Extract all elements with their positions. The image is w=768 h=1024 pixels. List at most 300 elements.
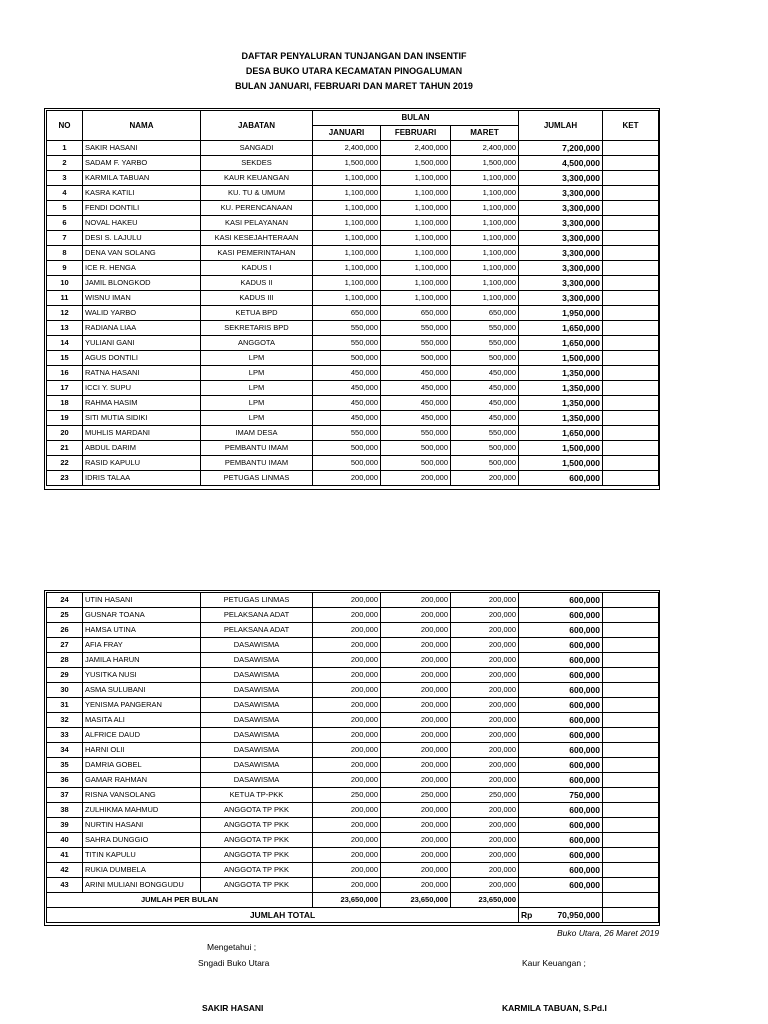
row-nama: MASITA ALI — [83, 713, 201, 728]
row-februari: 200,000 — [381, 668, 451, 683]
row-maret: 1,100,000 — [451, 186, 519, 201]
row-februari: 200,000 — [381, 593, 451, 608]
row-januari: 200,000 — [313, 713, 381, 728]
table-row — [47, 668, 659, 683]
row-jumlah: 1,500,000 — [519, 351, 603, 366]
row-jabatan: DASAWISMA — [201, 638, 313, 653]
row-februari: 1,100,000 — [381, 216, 451, 231]
row-nama: RADIANA LIAA — [83, 321, 201, 336]
row-jumlah: 1,350,000 — [519, 396, 603, 411]
monthly-total-label: JUMLAH PER BULAN — [47, 893, 313, 908]
row-no: 33 — [47, 728, 83, 743]
row-februari: 500,000 — [381, 441, 451, 456]
row-januari: 650,000 — [313, 306, 381, 321]
row-no: 17 — [47, 381, 83, 396]
grand-total-amount: 70,950,000 — [557, 910, 600, 920]
monthly-total-februari: 23,650,000 — [381, 893, 451, 908]
row-februari: 450,000 — [381, 396, 451, 411]
row-maret: 200,000 — [451, 728, 519, 743]
row-januari: 200,000 — [313, 608, 381, 623]
row-januari: 550,000 — [313, 321, 381, 336]
row-no: 39 — [47, 818, 83, 833]
row-ket — [603, 186, 659, 201]
row-nama: RATNA HASANI — [83, 366, 201, 381]
row-jabatan: SEKDES — [201, 156, 313, 171]
row-maret: 500,000 — [451, 351, 519, 366]
row-no: 24 — [47, 593, 83, 608]
row-jumlah: 1,500,000 — [519, 441, 603, 456]
row-januari: 200,000 — [313, 848, 381, 863]
row-no: 25 — [47, 608, 83, 623]
row-ket — [603, 366, 659, 381]
row-jumlah: 600,000 — [519, 848, 603, 863]
row-jabatan: KETUA BPD — [201, 306, 313, 321]
row-jabatan: SANGADI — [201, 141, 313, 156]
row-januari: 1,100,000 — [313, 291, 381, 306]
row-ket — [603, 758, 659, 773]
row-no: 12 — [47, 306, 83, 321]
table-row — [47, 321, 659, 336]
row-no: 43 — [47, 878, 83, 893]
table-row — [47, 698, 659, 713]
row-januari: 200,000 — [313, 638, 381, 653]
row-nama: RISNA VANSOLANG — [83, 788, 201, 803]
monthly-total-ket-cell — [603, 893, 659, 908]
row-nama: ABDUL DARIM — [83, 441, 201, 456]
row-maret: 200,000 — [451, 668, 519, 683]
row-no: 21 — [47, 441, 83, 456]
row-maret: 1,100,000 — [451, 276, 519, 291]
row-jabatan: LPM — [201, 411, 313, 426]
kaur-keuangan-name: KARMILA TABUAN, S.Pd.I — [502, 1003, 607, 1013]
row-januari: 200,000 — [313, 683, 381, 698]
row-maret: 450,000 — [451, 396, 519, 411]
row-ket — [603, 818, 659, 833]
row-februari: 550,000 — [381, 321, 451, 336]
row-maret: 500,000 — [451, 456, 519, 471]
row-januari: 200,000 — [313, 593, 381, 608]
row-februari: 200,000 — [381, 773, 451, 788]
header-bulan: BULAN — [313, 111, 519, 126]
row-ket — [603, 698, 659, 713]
row-jabatan: KADUS III — [201, 291, 313, 306]
monthly-total-maret: 23,650,000 — [451, 893, 519, 908]
table-row — [47, 156, 659, 171]
row-jabatan: ANGGOTA TP PKK — [201, 803, 313, 818]
row-nama: SADAM F. YARBO — [83, 156, 201, 171]
kaur-keuangan-title: Kaur Keuangan ; — [522, 958, 586, 968]
table-row — [47, 396, 659, 411]
table-row — [47, 878, 659, 893]
row-jabatan: LPM — [201, 351, 313, 366]
row-ket — [603, 638, 659, 653]
row-maret: 1,100,000 — [451, 291, 519, 306]
row-maret: 200,000 — [451, 878, 519, 893]
row-jabatan: ANGGOTA TP PKK — [201, 833, 313, 848]
row-no: 37 — [47, 788, 83, 803]
row-no: 3 — [47, 171, 83, 186]
table-row — [47, 231, 659, 246]
row-januari: 1,100,000 — [313, 201, 381, 216]
row-maret: 200,000 — [451, 743, 519, 758]
row-no: 23 — [47, 471, 83, 486]
row-jabatan: ANGGOTA TP PKK — [201, 878, 313, 893]
header-februari: FEBRUARI — [381, 126, 451, 141]
row-jabatan: LPM — [201, 381, 313, 396]
table-row — [47, 456, 659, 471]
row-jabatan: DASAWISMA — [201, 743, 313, 758]
row-februari: 500,000 — [381, 351, 451, 366]
row-jabatan: PELAKSANA ADAT — [201, 623, 313, 638]
row-nama: YUSITKA NUSI — [83, 668, 201, 683]
row-februari: 200,000 — [381, 758, 451, 773]
table-body-part2 — [47, 593, 659, 893]
row-nama: WALID YARBO — [83, 306, 201, 321]
row-februari: 1,100,000 — [381, 186, 451, 201]
table-row — [47, 291, 659, 306]
grand-total-label: JUMLAH TOTAL — [47, 908, 519, 923]
row-februari: 1,500,000 — [381, 156, 451, 171]
row-nama: KASRA KATILI — [83, 186, 201, 201]
row-jumlah: 1,650,000 — [519, 321, 603, 336]
row-jabatan: KASI PELAYANAN — [201, 216, 313, 231]
row-ket — [603, 351, 659, 366]
row-jabatan: ANGGOTA TP PKK — [201, 818, 313, 833]
row-februari: 450,000 — [381, 366, 451, 381]
row-no: 15 — [47, 351, 83, 366]
row-ket — [603, 471, 659, 486]
row-maret: 500,000 — [451, 441, 519, 456]
row-no: 35 — [47, 758, 83, 773]
table-row — [47, 803, 659, 818]
row-maret: 550,000 — [451, 426, 519, 441]
row-nama: YULIANI GANI — [83, 336, 201, 351]
table-row — [47, 141, 659, 156]
row-ket — [603, 456, 659, 471]
table-row — [47, 336, 659, 351]
grand-total-ket-cell — [603, 908, 659, 923]
row-januari: 200,000 — [313, 623, 381, 638]
table-row — [47, 426, 659, 441]
row-ket — [603, 788, 659, 803]
header-maret: MARET — [451, 126, 519, 141]
row-maret: 1,100,000 — [451, 201, 519, 216]
row-nama: JAMIL BLONGKOD — [83, 276, 201, 291]
row-februari: 200,000 — [381, 833, 451, 848]
row-no: 19 — [47, 411, 83, 426]
row-maret: 650,000 — [451, 306, 519, 321]
row-nama: KARMILA TABUAN — [83, 171, 201, 186]
row-maret: 1,100,000 — [451, 231, 519, 246]
allowance-table-part2 — [46, 592, 659, 923]
row-maret: 200,000 — [451, 758, 519, 773]
row-jumlah: 3,300,000 — [519, 186, 603, 201]
row-nama: DAMRIA GOBEL — [83, 758, 201, 773]
grand-total-row — [47, 908, 659, 923]
row-ket — [603, 411, 659, 426]
row-januari: 550,000 — [313, 336, 381, 351]
table-row — [47, 638, 659, 653]
row-nama: DESI S. LAJULU — [83, 231, 201, 246]
row-nama: IDRIS TALAA — [83, 471, 201, 486]
table-row — [47, 201, 659, 216]
row-nama: MUHLIS MARDANI — [83, 426, 201, 441]
row-maret: 200,000 — [451, 713, 519, 728]
row-jabatan: PETUGAS LINMAS — [201, 471, 313, 486]
table-row — [47, 186, 659, 201]
row-nama: DENA VAN SOLANG — [83, 246, 201, 261]
row-jabatan: KASI PEMERINTAHAN — [201, 246, 313, 261]
row-no: 41 — [47, 848, 83, 863]
header-januari: JANUARI — [313, 126, 381, 141]
currency-label: Rp — [521, 910, 533, 920]
row-maret: 200,000 — [451, 471, 519, 486]
row-jumlah: 1,650,000 — [519, 336, 603, 351]
row-nama: AFIA FRAY — [83, 638, 201, 653]
row-no: 38 — [47, 803, 83, 818]
row-januari: 200,000 — [313, 863, 381, 878]
row-no: 16 — [47, 366, 83, 381]
row-no: 40 — [47, 833, 83, 848]
row-ket — [603, 863, 659, 878]
row-januari: 550,000 — [313, 426, 381, 441]
row-maret: 550,000 — [451, 321, 519, 336]
row-no: 4 — [47, 186, 83, 201]
row-jumlah: 1,350,000 — [519, 411, 603, 426]
row-nama: SAKIR HASANI — [83, 141, 201, 156]
row-ket — [603, 156, 659, 171]
row-januari: 200,000 — [313, 803, 381, 818]
allowance-table-part1 — [46, 110, 659, 486]
table-row — [47, 608, 659, 623]
row-nama: TITIN KAPULU — [83, 848, 201, 863]
row-no: 20 — [47, 426, 83, 441]
row-jabatan: LPM — [201, 366, 313, 381]
row-jabatan: ANGGOTA TP PKK — [201, 848, 313, 863]
row-maret: 450,000 — [451, 366, 519, 381]
monthly-total-jumlah-cell — [519, 893, 603, 908]
header-nama: NAMA — [83, 111, 201, 141]
row-no: 18 — [47, 396, 83, 411]
row-ket — [603, 441, 659, 456]
row-jumlah: 600,000 — [519, 713, 603, 728]
row-januari: 500,000 — [313, 441, 381, 456]
row-ket — [603, 141, 659, 156]
row-nama: FENDI DONTILI — [83, 201, 201, 216]
row-nama: ASMA SULUBANI — [83, 683, 201, 698]
row-jumlah: 1,350,000 — [519, 366, 603, 381]
table-row — [47, 171, 659, 186]
mengetahui-label: Mengetahui ; — [207, 942, 257, 952]
row-nama: RASID KAPULU — [83, 456, 201, 471]
row-februari: 200,000 — [381, 623, 451, 638]
row-ket — [603, 878, 659, 893]
row-jabatan: IMAM DESA — [201, 426, 313, 441]
row-nama: UTIN HASANI — [83, 593, 201, 608]
row-jumlah: 3,300,000 — [519, 171, 603, 186]
row-februari: 200,000 — [381, 803, 451, 818]
row-maret: 1,100,000 — [451, 171, 519, 186]
row-maret: 200,000 — [451, 698, 519, 713]
row-jabatan: ANGGOTA — [201, 336, 313, 351]
row-jabatan: KETUA TP-PKK — [201, 788, 313, 803]
row-januari: 200,000 — [313, 758, 381, 773]
row-no: 7 — [47, 231, 83, 246]
row-jabatan: SEKRETARIS BPD — [201, 321, 313, 336]
row-maret: 550,000 — [451, 336, 519, 351]
row-jumlah: 600,000 — [519, 471, 603, 486]
table-row — [47, 351, 659, 366]
table-row — [47, 441, 659, 456]
row-maret: 1,500,000 — [451, 156, 519, 171]
row-maret: 200,000 — [451, 653, 519, 668]
row-februari: 1,100,000 — [381, 171, 451, 186]
row-jumlah: 600,000 — [519, 818, 603, 833]
row-januari: 450,000 — [313, 396, 381, 411]
table-row — [47, 728, 659, 743]
row-februari: 550,000 — [381, 426, 451, 441]
row-februari: 450,000 — [381, 411, 451, 426]
row-nama: WISNU IMAN — [83, 291, 201, 306]
row-ket — [603, 593, 659, 608]
row-ket — [603, 608, 659, 623]
row-no: 42 — [47, 863, 83, 878]
row-jabatan: PELAKSANA ADAT — [201, 608, 313, 623]
row-jumlah: 1,500,000 — [519, 456, 603, 471]
row-ket — [603, 728, 659, 743]
row-jumlah: 600,000 — [519, 653, 603, 668]
row-februari: 1,100,000 — [381, 246, 451, 261]
document-title-line3: BULAN JANUARI, FEBRUARI DAN MARET TAHUN 2019 — [235, 81, 473, 91]
row-februari: 200,000 — [381, 848, 451, 863]
row-ket — [603, 773, 659, 788]
row-jumlah: 1,650,000 — [519, 426, 603, 441]
row-januari: 500,000 — [313, 456, 381, 471]
row-januari: 250,000 — [313, 788, 381, 803]
row-januari: 450,000 — [313, 411, 381, 426]
row-ket — [603, 683, 659, 698]
row-ket — [603, 306, 659, 321]
row-maret: 200,000 — [451, 833, 519, 848]
row-januari: 450,000 — [313, 381, 381, 396]
row-jumlah: 3,300,000 — [519, 291, 603, 306]
row-no: 27 — [47, 638, 83, 653]
row-ket — [603, 216, 659, 231]
row-ket — [603, 201, 659, 216]
row-ket — [603, 396, 659, 411]
row-jumlah: 3,300,000 — [519, 216, 603, 231]
row-jabatan: DASAWISMA — [201, 758, 313, 773]
row-no: 26 — [47, 623, 83, 638]
row-februari: 1,100,000 — [381, 276, 451, 291]
grand-total-value — [519, 908, 603, 923]
row-februari: 200,000 — [381, 878, 451, 893]
row-januari: 450,000 — [313, 366, 381, 381]
row-februari: 200,000 — [381, 743, 451, 758]
row-no: 11 — [47, 291, 83, 306]
row-februari: 250,000 — [381, 788, 451, 803]
row-nama: NURTIN HASANI — [83, 818, 201, 833]
table-row — [47, 623, 659, 638]
row-maret: 200,000 — [451, 773, 519, 788]
table-row — [47, 713, 659, 728]
row-februari: 450,000 — [381, 381, 451, 396]
row-nama: ARINI MULIANI BONGGUDU — [83, 878, 201, 893]
row-januari: 200,000 — [313, 471, 381, 486]
row-jumlah: 4,500,000 — [519, 156, 603, 171]
row-jabatan: LPM — [201, 396, 313, 411]
header-ket: KET — [603, 111, 659, 141]
row-maret: 200,000 — [451, 863, 519, 878]
row-jabatan: PEMBANTU IMAM — [201, 441, 313, 456]
row-no: 6 — [47, 216, 83, 231]
row-jumlah: 3,300,000 — [519, 246, 603, 261]
row-ket — [603, 653, 659, 668]
row-januari: 1,100,000 — [313, 261, 381, 276]
row-jumlah: 600,000 — [519, 743, 603, 758]
row-jabatan: DASAWISMA — [201, 773, 313, 788]
row-jabatan: KADUS II — [201, 276, 313, 291]
row-jumlah: 1,350,000 — [519, 381, 603, 396]
row-januari: 1,500,000 — [313, 156, 381, 171]
document-title-line1: DAFTAR PENYALURAN TUNJANGAN DAN INSENTIF — [241, 51, 467, 61]
row-januari: 200,000 — [313, 668, 381, 683]
row-ket — [603, 426, 659, 441]
sangadi-name: SAKIR HASANI — [202, 1003, 264, 1013]
row-jumlah: 600,000 — [519, 608, 603, 623]
row-nama: ALFRICE DAUD — [83, 728, 201, 743]
row-jumlah: 750,000 — [519, 788, 603, 803]
row-jabatan: KU. PERENCANAAN — [201, 201, 313, 216]
row-ket — [603, 336, 659, 351]
row-jabatan: KAUR KEUANGAN — [201, 171, 313, 186]
row-januari: 200,000 — [313, 773, 381, 788]
place-date: Buko Utara, 26 Maret 2019 — [557, 928, 660, 938]
row-jumlah: 7,200,000 — [519, 141, 603, 156]
row-nama: RAHMA HASIM — [83, 396, 201, 411]
row-maret: 200,000 — [451, 623, 519, 638]
row-jabatan: DASAWISMA — [201, 653, 313, 668]
row-nama: ZULHIKMA MAHMUD — [83, 803, 201, 818]
row-jabatan: DASAWISMA — [201, 728, 313, 743]
table-row — [47, 471, 659, 486]
row-jumlah: 3,300,000 — [519, 201, 603, 216]
row-maret: 1,100,000 — [451, 261, 519, 276]
row-nama: AGUS DONTILI — [83, 351, 201, 366]
table-row — [47, 593, 659, 608]
row-jabatan: KADUS I — [201, 261, 313, 276]
table-row — [47, 381, 659, 396]
row-jabatan: ANGGOTA TP PKK — [201, 863, 313, 878]
row-jabatan: PEMBANTU IMAM — [201, 456, 313, 471]
row-maret: 450,000 — [451, 381, 519, 396]
row-januari: 200,000 — [313, 818, 381, 833]
row-januari: 200,000 — [313, 878, 381, 893]
table-row — [47, 261, 659, 276]
table-row — [47, 246, 659, 261]
row-jumlah: 3,300,000 — [519, 261, 603, 276]
row-jabatan: KASI KESEJAHTERAAN — [201, 231, 313, 246]
row-februari: 1,100,000 — [381, 201, 451, 216]
row-nama: HARNI OLII — [83, 743, 201, 758]
table-row — [47, 216, 659, 231]
row-maret: 200,000 — [451, 593, 519, 608]
row-no: 36 — [47, 773, 83, 788]
row-ket — [603, 231, 659, 246]
row-no: 34 — [47, 743, 83, 758]
row-no: 28 — [47, 653, 83, 668]
row-ket — [603, 261, 659, 276]
